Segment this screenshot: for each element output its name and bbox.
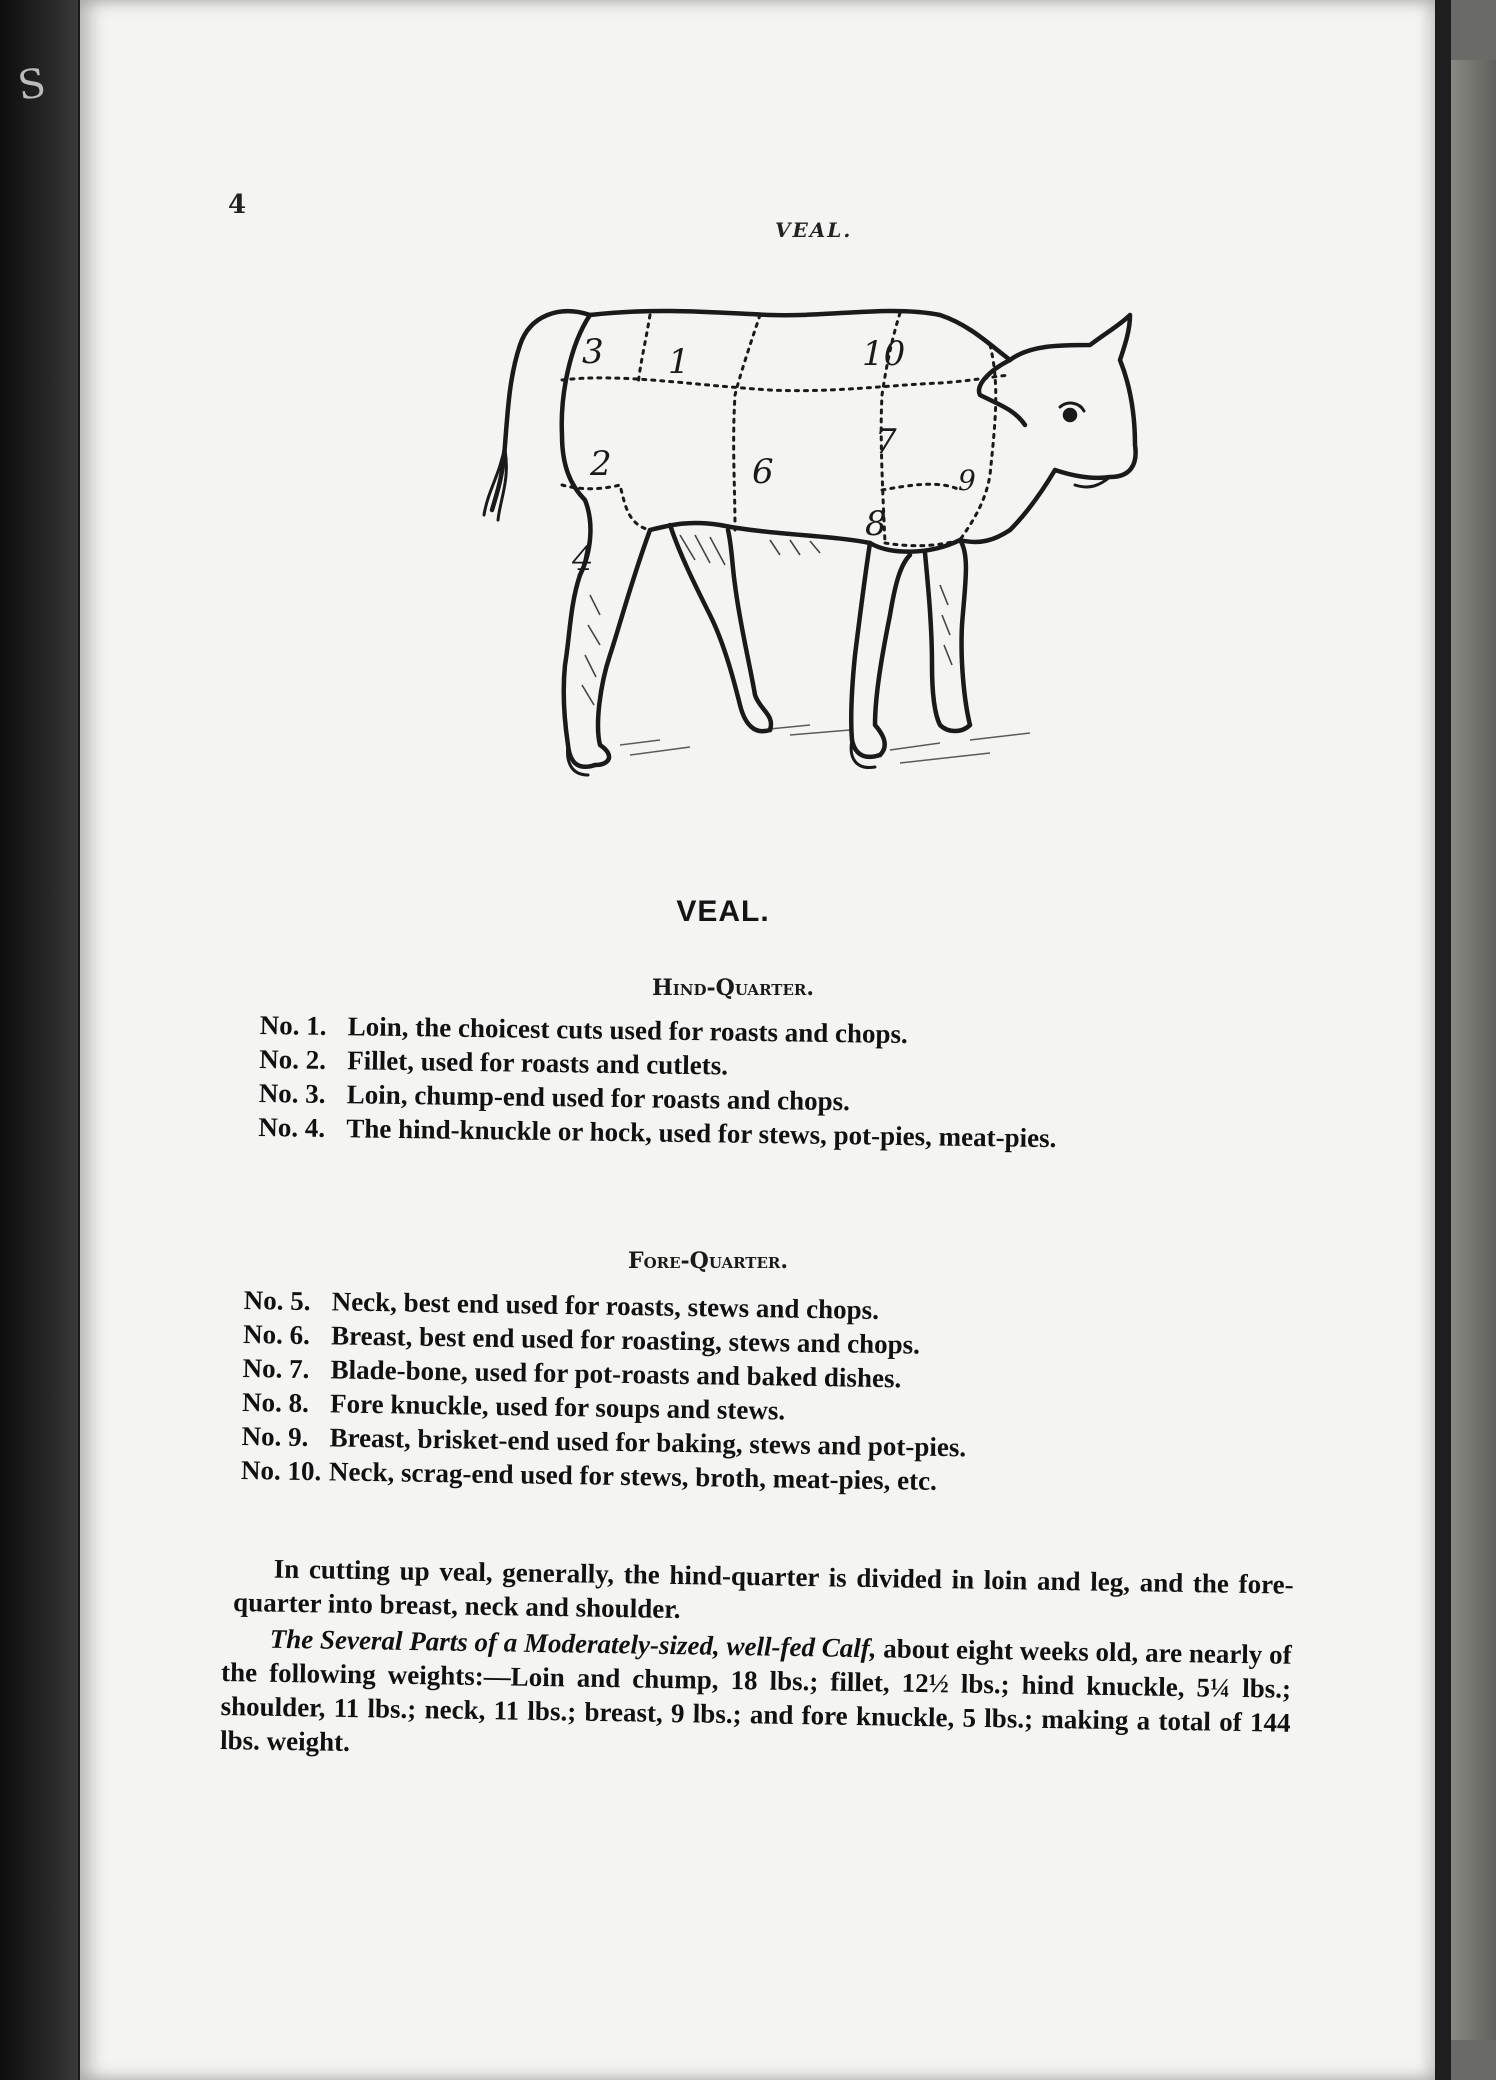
hind-quarter-heading: Hind-Quarter. (652, 975, 814, 1001)
list-item: No. 10. Neck, scrag-end used for stews, broth, meat-pies, etc. (240, 1454, 938, 1496)
hind-quarter-list (258, 1008, 1058, 1155)
cut-label-9: 9 (958, 464, 976, 497)
weights-text: about eight weeks old, are nearly of the following weights:—Loin and chump, 18 lbs.; fillet, 12½ lbs.; hind knuckle, 5¼ lbs.; shoulder, 11 lbs.; neck, 11 lbs.; breast, 9 lbs.; and fore knuckle, 5 lbs.; making a total of 144 lbs. weight. (219, 1633, 1292, 1758)
section-title: VEAL. (676, 895, 770, 928)
weights-lead: The Several Parts of a Moderately-sized, well-fed Calf, (269, 1623, 877, 1664)
fore-quarter-list (241, 1283, 969, 1498)
cut-label-2: 2 (590, 444, 612, 484)
list-item: No. 5. Neck, best end used for roasts, stews and chops. (243, 1284, 880, 1325)
cut-label-4: 4 (572, 539, 594, 579)
cut-label-10: 10 (862, 334, 906, 374)
calf-illustration (470, 285, 1170, 805)
cut-label-1: 1 (668, 342, 690, 382)
list-item: No. 8. Fore knuckle, used for soups and stews. (241, 1386, 786, 1426)
fore-quarter-heading: Fore-Quarter. (627, 1248, 789, 1274)
list-item: No. 2. Fillet, used for roasts and cutlets. (259, 1043, 729, 1081)
veal-cuts-diagram (470, 285, 1170, 805)
cut-label-6: 6 (752, 452, 774, 492)
cutting-paragraph: In cutting up veal, generally, the hind-quarter is divided in loin and leg, and the fore-quarter into breast, neck and shoulder. (232, 1553, 1294, 1625)
list-item: No. 3. Loin, chump-end used for roasts and chops. (258, 1077, 851, 1117)
margin-mark: S (14, 60, 49, 110)
book-right-leaf (1435, 0, 1496, 2080)
cut-label-7: 7 (875, 422, 897, 462)
cut-label-3: 3 (582, 332, 604, 372)
list-item: No. 6. Breast, best end used for roasting, stews and chops. (242, 1318, 921, 1360)
list-item: No. 7. Blade-bone, used for pot-roasts and baked dishes. (242, 1352, 902, 1394)
page-number: 4 (228, 190, 247, 220)
list-item: No. 9. Breast, brisket-end used for baking, stews and pot-pies. (241, 1420, 967, 1463)
list-item: No. 4. The hind-knuckle or hock, used for stews, pot-pies, meat-pies. (258, 1111, 1057, 1154)
running-head: VEAL. (775, 218, 853, 242)
cut-label-8: 8 (865, 504, 887, 544)
list-item: No. 1. Loin, the choicest cuts used for roasts and chops. (259, 1009, 908, 1050)
next-page-edge (1451, 60, 1496, 2040)
weights-paragraph (220, 1621, 1292, 1774)
book-left-edge (0, 0, 78, 2080)
page-gutter-shadow (1435, 0, 1451, 2080)
